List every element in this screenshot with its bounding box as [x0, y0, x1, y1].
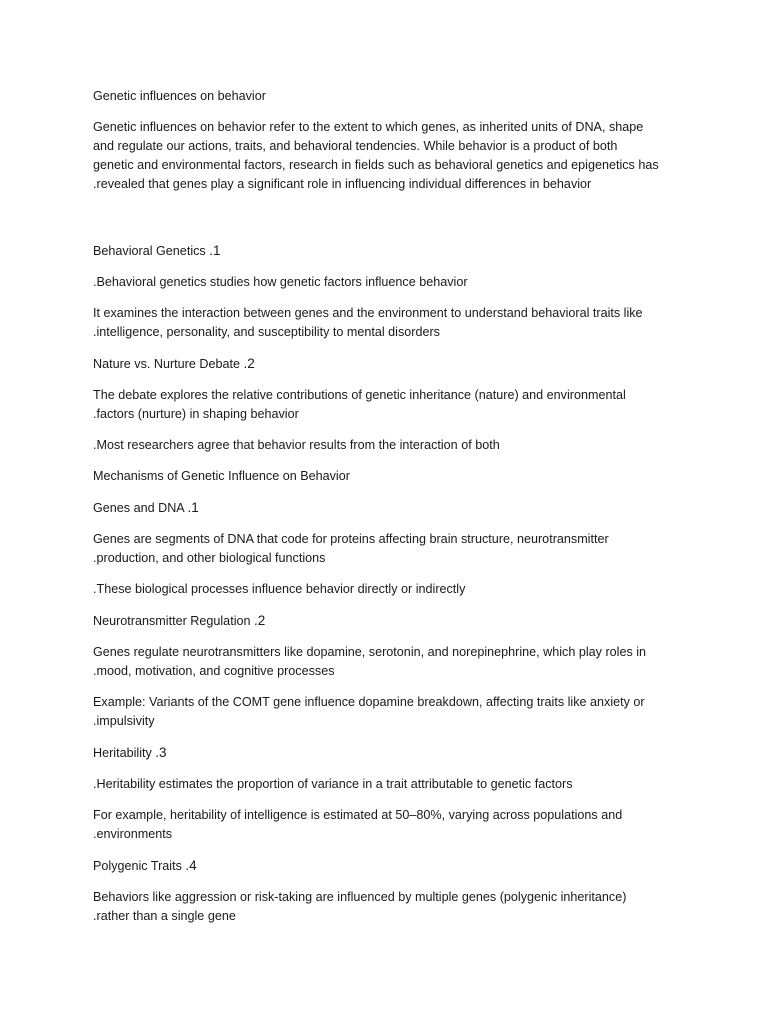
paragraph-line: .factors (nurture) in shaping behavior: [93, 407, 299, 421]
section-heading-neurotransmitter-regulation: [93, 611, 683, 631]
paragraph-line: For example, heritability of intelligence is estimated at 50–80%, varying across populations and: [93, 808, 623, 822]
paragraph-line: .production, and other biological functions: [93, 551, 326, 565]
paragraph-line: Genes regulate neurotransmitters like dopamine, serotonin, and norepinephrine, which play roles in: [93, 645, 647, 659]
document-body: [93, 87, 683, 938]
paragraph: [93, 530, 683, 568]
paragraph-line: .environments: [93, 827, 173, 841]
heading-number: .4: [185, 858, 197, 873]
section-heading-polygenic-traits: [93, 856, 683, 876]
paragraph: [93, 436, 683, 455]
intro-line: .revealed that genes play a significant role in influencing individual differences in behavior: [93, 177, 592, 191]
paragraph-line: .Heritability estimates the proportion of variance in a trait attributable to genetic factors: [93, 777, 573, 791]
intro-line: Genetic influences on behavior refer to the extent to which genes, as inherited units of DNA, shape: [93, 120, 644, 134]
document-title: Genetic influences on behavior: [93, 89, 266, 103]
paragraph-line: .Most researchers agree that behavior results from the interaction of both: [93, 438, 500, 452]
spacer: [93, 206, 683, 241]
intro-line: genetic and environmental factors, research in fields such as behavioral genetics and epigenetics has: [93, 158, 659, 172]
heading-text: Heritability: [93, 746, 152, 760]
heading-text: Genes and DNA: [93, 501, 185, 515]
paragraph-line: .Behavioral genetics studies how genetic factors influence behavior: [93, 275, 468, 289]
heading-number: .2: [243, 356, 255, 371]
heading-text: Neurotransmitter Regulation: [93, 614, 251, 628]
heading-number: .3: [155, 745, 167, 760]
section-heading-nature-nurture: [93, 354, 683, 374]
section-heading-heritability: [93, 743, 683, 763]
heading-text: Nature vs. Nurture Debate: [93, 357, 240, 371]
paragraph-line: The debate explores the relative contributions of genetic inheritance (nature) and environmental: [93, 388, 626, 402]
paragraph: [93, 775, 683, 794]
paragraph: [93, 304, 683, 342]
section-heading-genes-dna: [93, 498, 683, 518]
paragraph: [93, 386, 683, 424]
heading-number: .2: [254, 613, 266, 628]
section-heading-behavioral-genetics: [93, 241, 683, 261]
paragraph-line: .mood, motivation, and cognitive processes: [93, 664, 335, 678]
paragraph: [93, 273, 683, 292]
paragraph: [93, 643, 683, 681]
mechanisms-heading: Mechanisms of Genetic Influence on Behavior: [93, 469, 350, 483]
paragraph-line: .These biological processes influence behavior directly or indirectly: [93, 582, 466, 596]
heading-text: Behavioral Genetics: [93, 244, 206, 258]
heading-number: .1: [187, 500, 199, 515]
paragraph-line: It examines the interaction between genes and the environment to understand behavioral traits like: [93, 306, 643, 320]
paragraph: [93, 693, 683, 731]
paragraph: [93, 580, 683, 599]
paragraph-line: Example: Variants of the COMT gene influence dopamine breakdown, affecting traits like anxiety or: [93, 695, 645, 709]
paragraph-line: Genes are segments of DNA that code for proteins affecting brain structure, neurotransmitter: [93, 532, 609, 546]
paragraph-line: .intelligence, personality, and susceptibility to mental disorders: [93, 325, 440, 339]
paragraph-line: .rather than a single gene: [93, 909, 236, 923]
paragraph: [93, 806, 683, 844]
paragraph-line: .impulsivity: [93, 714, 155, 728]
heading-number: .1: [209, 243, 221, 258]
paragraph-line: Behaviors like aggression or risk-taking are influenced by multiple genes (polygenic inheritance): [93, 890, 627, 904]
intro-line: and regulate our actions, traits, and behavioral tendencies. While behavior is a product of both: [93, 139, 618, 153]
paragraph: [93, 888, 683, 926]
heading-text: Polygenic Traits: [93, 859, 182, 873]
intro-paragraph: [93, 118, 683, 194]
